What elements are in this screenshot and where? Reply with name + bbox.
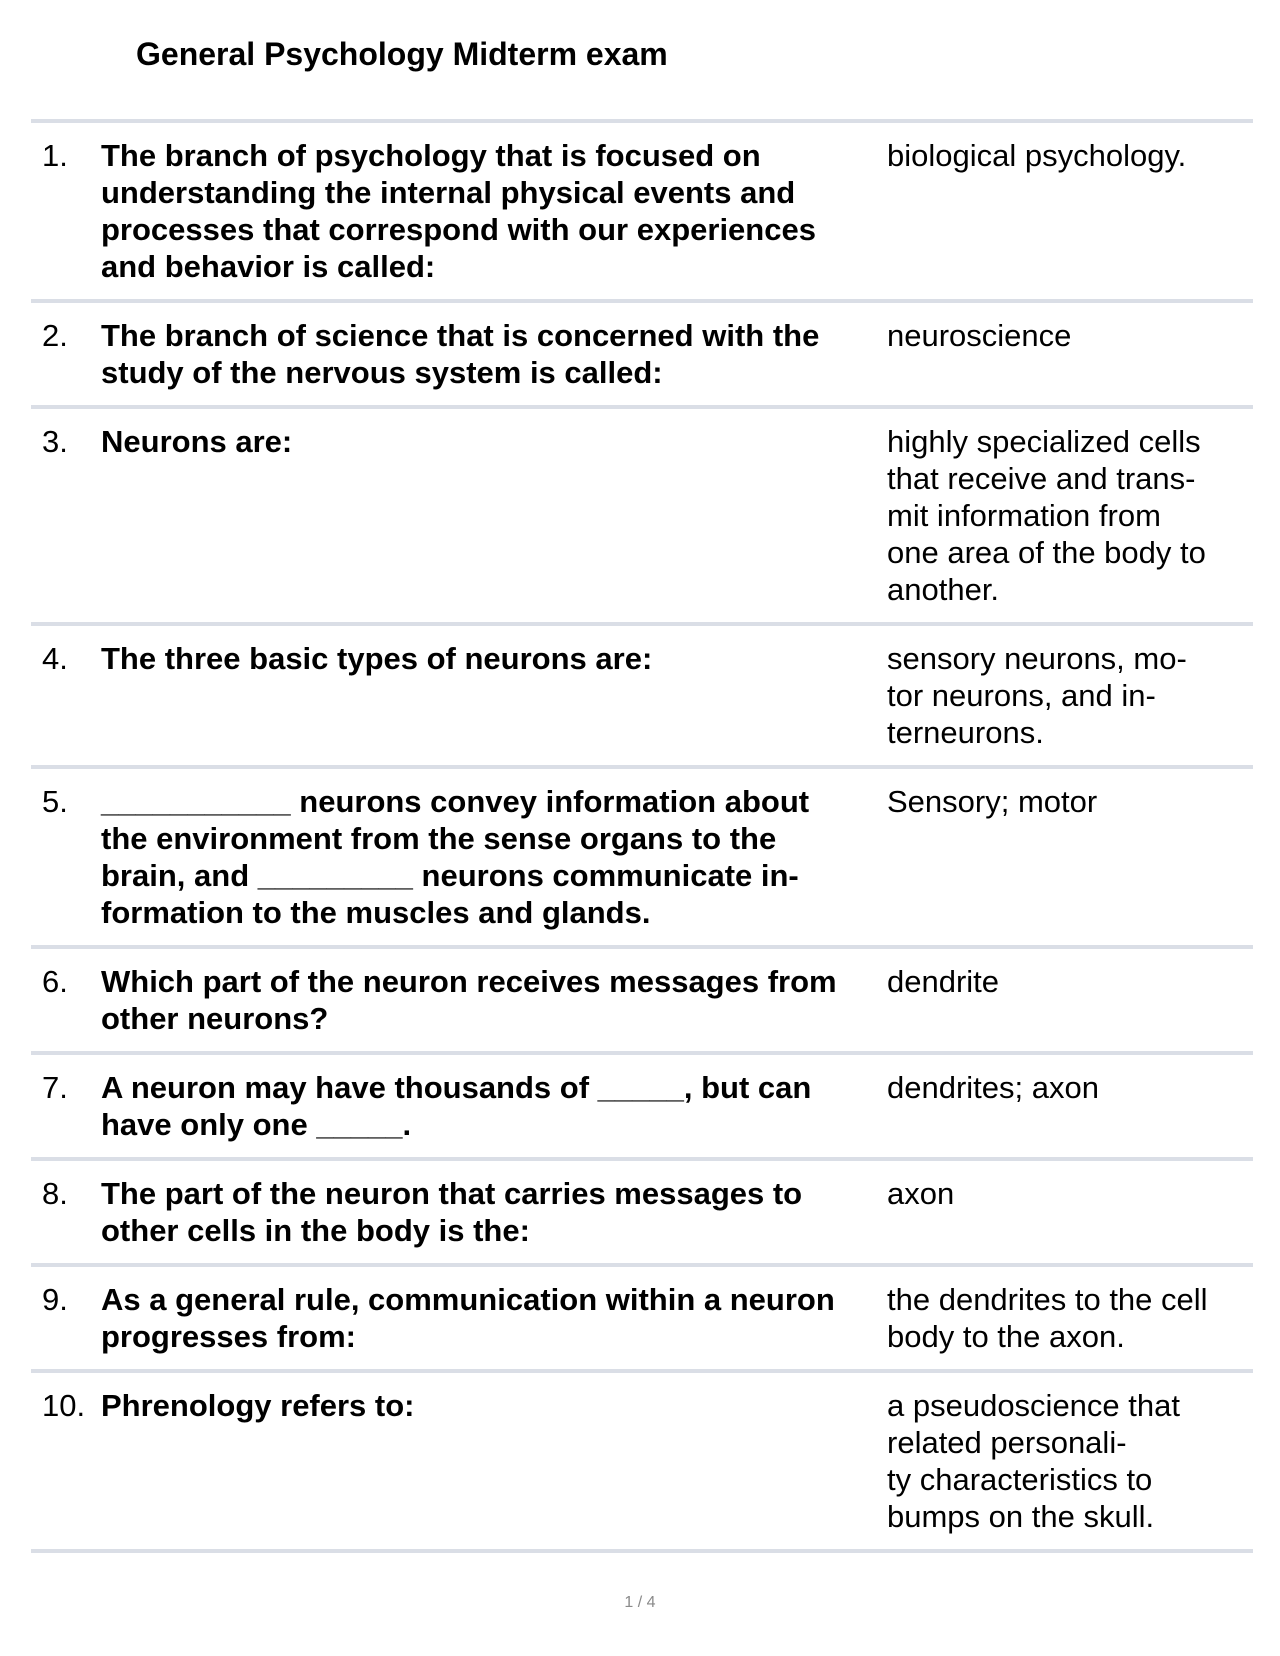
question-text: ___________ neurons convey information about the environment from the sense organs to the brain, and _________ neurons communicate in- formation to the muscles and glands. <box>101 784 810 930</box>
answer-text: Sensory; motor <box>887 784 1098 819</box>
question-text: The part of the neuron that carries messages to other cells in the body is the: <box>101 1176 803 1248</box>
answer-text: the dendrites to the cell body to the axon. <box>887 1282 1208 1354</box>
question-text: Which part of the neuron receives messages from other neurons? <box>101 964 837 1036</box>
question-text: A neuron may have thousands of _____, but can have only one _____. <box>101 1070 812 1142</box>
question-row <box>31 409 1253 626</box>
question-number: 10. <box>42 1388 86 1423</box>
question-text: Neurons are: <box>101 424 293 459</box>
question-row <box>31 1267 1253 1373</box>
question-number: 6. <box>42 964 68 999</box>
question-text: As a general rule, communication within a neuron progresses from: <box>101 1282 835 1354</box>
question-text: Phrenology refers to: <box>101 1388 415 1423</box>
document-title: General Psychology Midterm exam <box>136 36 668 72</box>
question-list <box>31 119 1253 1553</box>
answer-text: a pseudoscience that related personali- ty characteristics to bumps on the skull. <box>887 1388 1180 1534</box>
answer-text: biological psychology. <box>887 138 1187 173</box>
question-number: 1. <box>42 138 68 173</box>
question-text: The three basic types of neurons are: <box>101 641 653 676</box>
question-row <box>31 123 1253 303</box>
question-row <box>31 949 1253 1055</box>
answer-text: dendrite <box>887 964 1000 999</box>
answer-text: highly specialized cells that receive and trans- mit information from one area of the body to another. <box>887 424 1206 607</box>
question-row <box>31 303 1253 409</box>
question-row <box>31 1161 1253 1267</box>
question-text: The branch of psychology that is focused on understanding the internal physical events and processes that correspond with our experiences and behavior is called: <box>101 138 816 284</box>
question-row <box>31 1373 1253 1553</box>
question-number: 3. <box>42 424 68 459</box>
question-row <box>31 626 1253 769</box>
page-indicator: 1 / 4 <box>624 1594 656 1611</box>
question-number: 2. <box>42 318 68 353</box>
answer-text: axon <box>887 1176 955 1211</box>
question-number: 8. <box>42 1176 68 1211</box>
question-row <box>31 769 1253 949</box>
question-text: The branch of science that is concerned with the study of the nervous system is called: <box>101 318 820 390</box>
question-number: 7. <box>42 1070 68 1105</box>
question-number: 5. <box>42 784 68 819</box>
question-number: 9. <box>42 1282 68 1317</box>
answer-text: dendrites; axon <box>887 1070 1099 1105</box>
question-row <box>31 1055 1253 1161</box>
answer-text: sensory neurons, mo- tor neurons, and in- terneurons. <box>887 641 1187 750</box>
answer-text: neuroscience <box>887 318 1072 353</box>
question-number: 4. <box>42 641 68 676</box>
